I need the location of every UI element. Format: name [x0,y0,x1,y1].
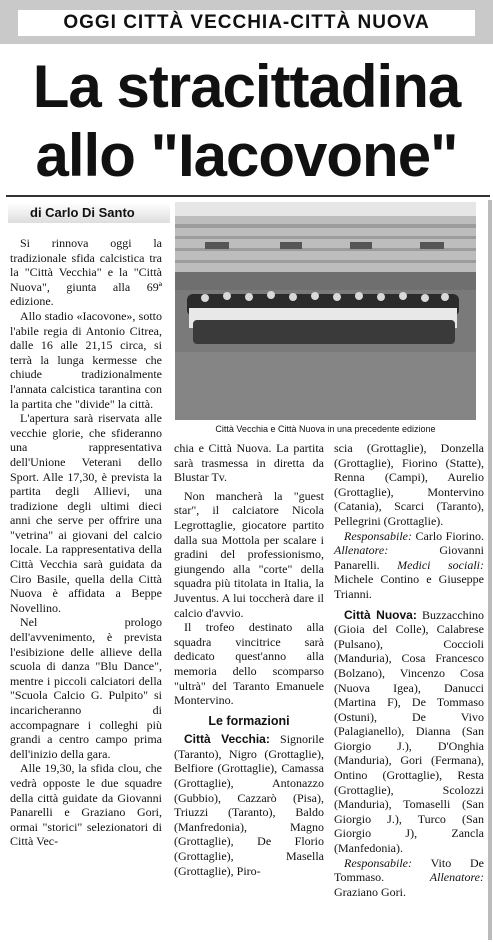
vecchia-staff [334,529,484,602]
paragraph: Alle 19,30, la sfida clou, che vedrà opposte le due squadre della città guidate da Giovanni Panarelli e Graziano Gori, ormai "storici" selezionatori di Città Vec- [10,761,162,849]
staff-role: Responsabile: [344,855,412,870]
kicker: OGGI CITTÀ VECCHIA-CITTÀ NUOVA [18,10,475,36]
byline: di Carlo Di Santo [8,203,170,223]
staff-name: Giovanni Panarelli. [334,543,484,572]
lineup-text: Signorile (Taranto), Nigro (Grottaglie), Belfiore (Grottaglie), Camassa (Grottaglie), Antonazzo (Gubbio), Cazzarò (Pisa), Triuzzi (Taranto), Baldo (Manfredonia), Magno (Grottaglie), De Florio (Grottaglie), Masella (Grottaglie), Piro- [174,732,325,878]
paragraph: Si rinnova oggi la tradizionale sfida calcistica tra la "Città Vecchia" e la "Città Nuova", giunta alla 69ª edizione. [10,236,162,309]
column-1 [10,236,162,849]
paragraph: L'apertura sarà riservata alle vecchie glorie, che sfideranno una rappresentativa dell'Unione Veterani dello Sport. Alle 17,30, è prevista la partita degli Allievi, una tradizione degli ultimi dieci anni che serve per offrire una "vetrina" ai giovani del calcio locale. La rappresentativa della Città Vecchia sarà guidata da Ciro Basile, quella della Città Nuova è affidata a Beppe Novellino. [10,411,162,615]
formations-title: Le formazioni [208,713,290,728]
team-label: Città Vecchia: [184,732,270,747]
nuova-staff [334,856,484,900]
paragraph: Non mancherà la "guest star", il calciatore Nicola Legrottaglie, giocatore partito dalla sua Mottola per scalare i gradini del professionismo, giungendo alla "corte" della squadra più titolata in Italia, la Juventus. A lui toccherà dare il calcio d'avvio. [174,488,324,620]
lineup-text: Buzzacchino (Gioia del Colle), Calabrese (Pulsano), Coccioli (Manduria), Cosa Francesco (Bolzano), Vincenzo Cosa (Nuova Igea), Danucci (Martina F), De Tommaso (Ostuni), De Vivo (Palagianello), Dianna (San Giorgio J.), D'Onghia (Manduria), Gori (Fermana), Ontino (Grottaglie), Resta (Grottaglie), Scolozzi (Manduria), Tomaselli (San Giorgio J.), Turco (San Giorgio J), Zancla (Manfedonia). [334,607,485,856]
staff-name: Vito De Tommaso. [334,855,484,885]
paragraph: chia e Città Nuova. La partita sarà trasmessa in diretta da Blustar Tv. [174,441,324,485]
staff-name: Carlo Fiorino. [415,528,484,543]
paragraph: Allo stadio «Iacovone», sotto l'abile regia di Antonio Citrea, dalle 16 alle 21,15 circa, si terrà la lunga kermesse che chiude tradizionalmente l'annata calcistica tarantina con la partita che "divide" la città. [10,308,162,411]
headline-line-1: La stracittadina [32,53,461,120]
staff-role: Responsabile: [344,528,412,543]
page-edge [488,200,492,940]
headline-line-2: allo "Iacovone" [35,122,458,189]
vecchia-lineup-continued: scia (Grottaglie), Donzella (Grottaglie), Fiorino (Statte), Renna (Campi), Aurelio (Grottaglie), Montervino (Catania), Scarci (Taranto), Pellegrini (Grottaglie). [334,441,484,528]
photo-caption: Città Vecchia e Città Nuova in una precedente edizione [215,424,436,434]
nuova-lineup [334,608,484,856]
team-label: Città Nuova: [344,607,417,622]
headline-rule [6,195,490,197]
column-2 [174,441,324,878]
staff-name: Graziano Gori. [334,884,406,899]
staff-role: Medici sociali: [397,557,484,572]
vecchia-lineup [174,732,324,878]
paragraph: Il trofeo destinato alla squadra vincitrice sarà dedicato quest'anno alla memoria dello scomparso "ultrà" del Taranto Emanuele Montervino. [174,620,324,708]
staff-name: Michele Contino e Giuseppe Trianni. [334,572,484,601]
column-3 [334,441,484,899]
team-photo [175,202,476,420]
staff-role: Allenatore: [334,543,389,558]
staff-role: Allenatore: [429,870,484,885]
paragraph: Nel prologo dell'avvenimento, è prevista l'esibizione delle allieve della scuola di danza "Blu Dance", mentre i piccoli calciatori della "Scuola Calcio G. Pulpito" si incaricheranno di accompagnare i colleghi più grandi a centro campo prima dell'inizio della gara. [10,615,162,761]
stadium-photo-image [175,202,476,420]
